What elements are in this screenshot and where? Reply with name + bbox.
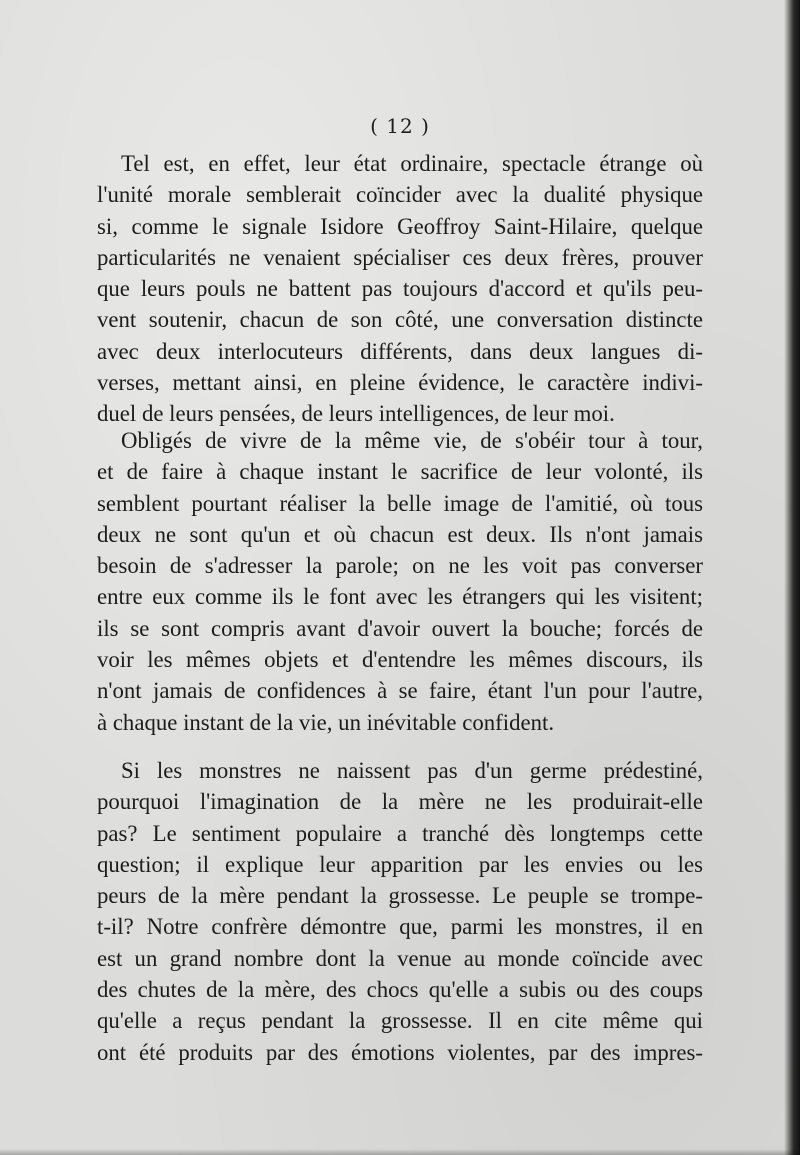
text-line: n'ont jamais de confidences à se faire, étant l'un pour l'autre,: [97, 678, 703, 704]
text-line: Tel est, en effet, leur état ordinaire, spectacle étrange où: [121, 151, 703, 176]
paragraph-3: [97, 755, 703, 1068]
page-number: ( 12 ): [370, 114, 430, 138]
text-line: besoin de s'adresser la parole; on ne les voit pas converser: [97, 553, 703, 579]
text-line: Obligés de vivre de la même vie, de s'obéir tour à tour,: [121, 428, 703, 453]
text-line: l'unité morale semblerait coïncider avec la dualité physique: [97, 182, 703, 208]
text-line: si, comme le signale Isidore Geoffroy Saint-Hilaire, quelque: [97, 213, 703, 239]
text-line: et de faire à chaque instant le sacrifice de leur volonté, ils: [97, 459, 703, 485]
text-line: ont été produits par des émotions violentes, par des impres-: [97, 1039, 703, 1065]
text-line: avec deux interlocuteurs différents, dans deux langues di-: [97, 338, 703, 364]
page-edge-shadow: [784, 0, 800, 1155]
text-line: vent soutenir, chacun de son côté, une conversation distincte: [97, 307, 703, 333]
text-line: semblent pourtant réaliser la belle image de l'amitié, où tous: [97, 490, 703, 516]
text-line: verses, mettant ainsi, en pleine évidence, le caractère indivi-: [97, 370, 703, 396]
text-line: est un grand nombre dont la venue au monde coïncide avec: [97, 945, 703, 971]
text-line: pourquoi l'imagination de la mère ne les produirait-elle: [97, 789, 703, 815]
text-line: des chutes de la mère, des chocs qu'elle a subis ou des coups: [97, 977, 703, 1003]
text-line: particularités ne venaient spécialiser ces deux frères, prouver: [97, 244, 703, 270]
text-line: duel de leurs pensées, de leurs intelligences, de leur moi.: [97, 401, 615, 427]
text-line: Si les monstres ne naissent pas d'un germe prédestiné,: [121, 758, 703, 783]
text-line: qu'elle a reçus pendant la grossesse. Il en cite même qui: [97, 1008, 703, 1034]
text-line: deux ne sont qu'un et où chacun est deux. Ils n'ont jamais: [97, 521, 703, 547]
text-line: ils se sont compris avant d'avoir ouvert la bouche; forcés de: [97, 615, 703, 641]
text-line: que leurs pouls ne battent pas toujours d'accord et qu'ils peu-: [97, 276, 703, 302]
text-line: peurs de la mère pendant la grossesse. Le peuple se trompe-: [97, 883, 703, 909]
paragraph-2: [97, 425, 703, 738]
paragraph-1: [97, 148, 703, 430]
text-line: question; il explique leur apparition par les envies ou les: [97, 851, 703, 877]
page-bottom-shadow: [0, 1149, 800, 1155]
text-line: à chaque instant de la vie, un inévitable confident.: [97, 709, 555, 735]
text-line: t-il? Notre confrère démontre que, parmi les monstres, il en: [97, 914, 703, 940]
text-line: voir les mêmes objets et d'entendre les mêmes discours, ils: [97, 647, 703, 673]
text-line: pas? Le sentiment populaire a tranché dès longtemps cette: [97, 820, 703, 846]
text-line: entre eux comme ils le font avec les étrangers qui les visitent;: [97, 584, 703, 610]
